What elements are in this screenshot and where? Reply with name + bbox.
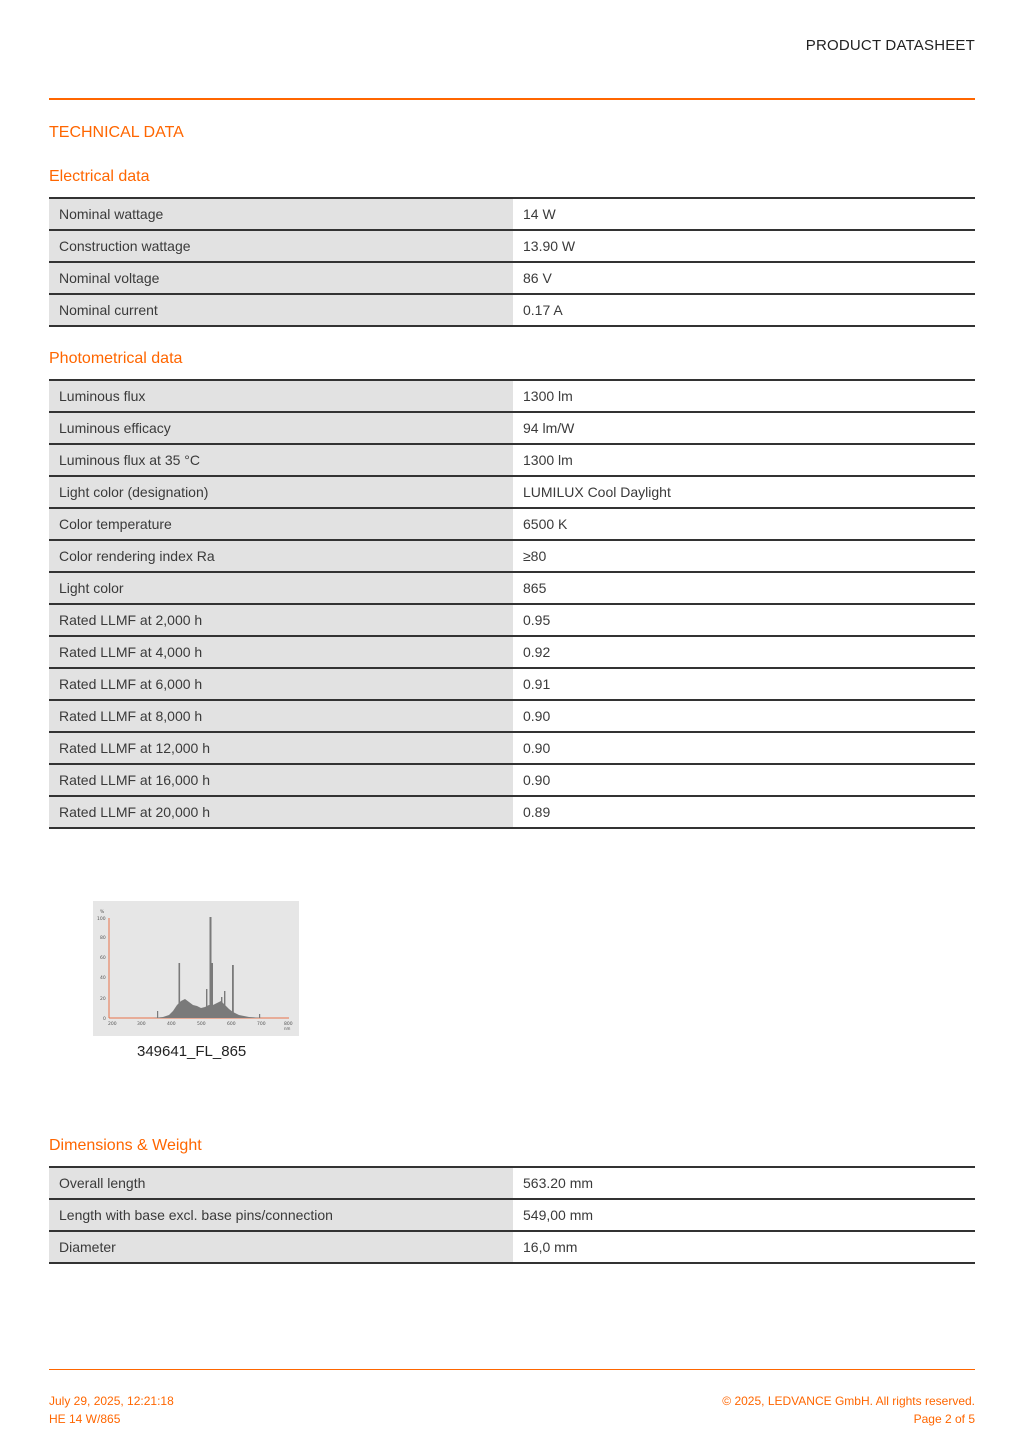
row-value: 94 lm/W — [513, 412, 975, 444]
row-value: 563.20 mm — [513, 1167, 975, 1199]
diagram-caption: 349641_FL_865 — [137, 1043, 247, 1060]
row-label: Rated LLMF at 20,000 h — [49, 796, 513, 828]
row-value: LUMILUX Cool Daylight — [513, 476, 975, 508]
table-row — [49, 508, 975, 540]
table-row — [49, 1231, 975, 1263]
footer-timestamp: July 29, 2025, 12:21:18 — [49, 1394, 174, 1408]
row-value: 0.91 — [513, 668, 975, 700]
row-label: Rated LLMF at 12,000 h — [49, 732, 513, 764]
row-label: Rated LLMF at 4,000 h — [49, 636, 513, 668]
y-tick-label: 20 — [100, 997, 106, 1002]
dimensions-weight-table — [49, 1166, 975, 1264]
table-row — [49, 1167, 975, 1199]
electrical-data-table — [49, 197, 975, 327]
row-label: Diameter — [49, 1231, 513, 1263]
header-rule — [49, 98, 975, 100]
x-unit-label: nm — [284, 1026, 291, 1031]
electrical-data-title: Electrical data — [49, 168, 150, 185]
row-label: Construction wattage — [49, 230, 513, 262]
row-value: 86 V — [513, 262, 975, 294]
row-value: 13.90 W — [513, 230, 975, 262]
row-value: 0.95 — [513, 604, 975, 636]
row-label: Luminous efficacy — [49, 412, 513, 444]
x-tick-label: 700 — [257, 1022, 266, 1027]
table-row — [49, 572, 975, 604]
row-label: Nominal wattage — [49, 198, 513, 230]
y-tick-label: 80 — [100, 936, 106, 941]
row-label: Luminous flux — [49, 380, 513, 412]
row-label: Nominal current — [49, 294, 513, 326]
row-value: 1300 lm — [513, 444, 975, 476]
row-value: 16,0 mm — [513, 1231, 975, 1263]
y-tick-label: 100 — [97, 917, 106, 922]
dimensions-weight-title: Dimensions & Weight — [49, 1137, 202, 1154]
table-row — [49, 198, 975, 230]
photometrical-data-table — [49, 379, 975, 829]
row-value: 0.90 — [513, 764, 975, 796]
x-tick-label: 600 — [227, 1022, 236, 1027]
row-label: Rated LLMF at 2,000 h — [49, 604, 513, 636]
table-row — [49, 700, 975, 732]
row-value: 0.89 — [513, 796, 975, 828]
spectrum-svg — [93, 901, 299, 1036]
table-row — [49, 1199, 975, 1231]
row-value: 1300 lm — [513, 380, 975, 412]
row-label: Light color (designation) — [49, 476, 513, 508]
row-label: Rated LLMF at 8,000 h — [49, 700, 513, 732]
row-value: 0.90 — [513, 732, 975, 764]
spectral-distribution-diagram — [93, 901, 299, 1036]
row-label: Rated LLMF at 6,000 h — [49, 668, 513, 700]
x-tick-label: 500 — [197, 1022, 206, 1027]
row-label: Rated LLMF at 16,000 h — [49, 764, 513, 796]
row-label: Luminous flux at 35 °C — [49, 444, 513, 476]
table-row — [49, 380, 975, 412]
row-label: Overall length — [49, 1167, 513, 1199]
row-value: 6500 K — [513, 508, 975, 540]
row-label: Length with base excl. base pins/connection — [49, 1199, 513, 1231]
row-value: ≥80 — [513, 540, 975, 572]
table-row — [49, 796, 975, 828]
row-label: Color temperature — [49, 508, 513, 540]
table-row — [49, 636, 975, 668]
row-label: Light color — [49, 572, 513, 604]
table-row — [49, 732, 975, 764]
row-label: Color rendering index Ra — [49, 540, 513, 572]
x-tick-label: 300 — [137, 1022, 146, 1027]
photometrical-data-title: Photometrical data — [49, 350, 183, 367]
footer-copyright: © 2025, LEDVANCE GmbH. All rights reserved. — [722, 1394, 975, 1408]
footer-product-name: HE 14 W/865 — [49, 1412, 121, 1426]
y-tick-label: 40 — [100, 976, 106, 981]
row-value: 549,00 mm — [513, 1199, 975, 1231]
table-row — [49, 294, 975, 326]
x-tick-label: 200 — [108, 1022, 117, 1027]
row-value: 0.92 — [513, 636, 975, 668]
row-value: 14 W — [513, 198, 975, 230]
footer-rule — [49, 1369, 975, 1370]
row-label: Nominal voltage — [49, 262, 513, 294]
footer-page-number: Page 2 of 5 — [913, 1412, 975, 1426]
x-tick-label: 800 — [284, 1022, 293, 1027]
y-tick-label: 60 — [100, 956, 106, 961]
document-type-title: PRODUCT DATASHEET — [805, 37, 975, 54]
table-row — [49, 444, 975, 476]
row-value: 0.17 A — [513, 294, 975, 326]
table-row — [49, 476, 975, 508]
table-row — [49, 412, 975, 444]
table-row — [49, 230, 975, 262]
y-unit-label: % — [100, 910, 105, 915]
x-tick-label: 400 — [167, 1022, 176, 1027]
row-value: 0.90 — [513, 700, 975, 732]
table-row — [49, 668, 975, 700]
table-row — [49, 540, 975, 572]
y-tick-label: 0 — [103, 1017, 106, 1022]
table-row — [49, 764, 975, 796]
row-value: 865 — [513, 572, 975, 604]
technical-data-title: TECHNICAL DATA — [49, 124, 184, 141]
table-row — [49, 262, 975, 294]
table-row — [49, 604, 975, 636]
